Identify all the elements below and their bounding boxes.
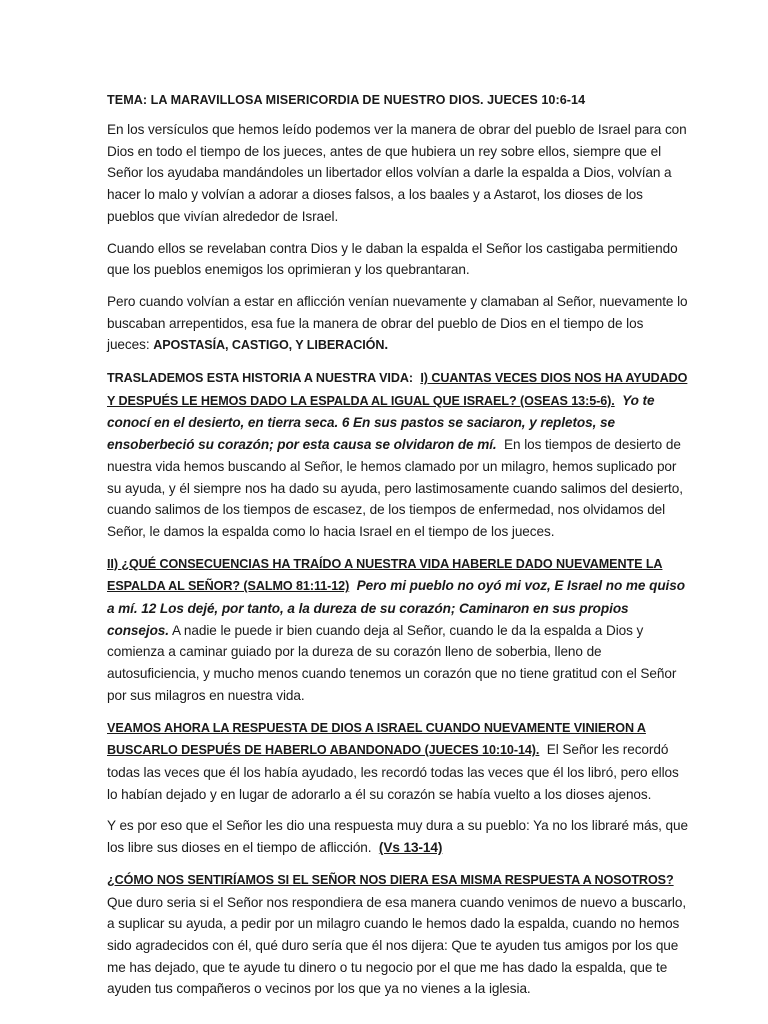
paragraph-6 [107, 717, 688, 806]
paragraph-7-reference: (Vs 13-14) [378, 840, 443, 856]
section-2-heading: II) ¿QUÉ CONSECUENCIAS HA TRAÍDO A NUESTRA VIDA HABERLE DADO NUEVAMENTE LA ESPALDA AL SEÑOR? (SALMO 81:11-12) [107, 556, 663, 594]
section-1-heading: I) CUANTAS VECES DIOS NOS HA AYUDADO Y DESPUÉS LE HEMOS DADO LA ESPALDA AL IGUAL QUE ISRAEL? (OSEAS 13:5-6). [107, 371, 688, 408]
section-3-text: El Señor les recordó todas las veces que él los había ayudado, les recordó todas las veces que él los libró, pero ellos lo habían dejado y en lugar de adorarlo a él su corazón se había vuelto a los dioses ajenos. [107, 742, 679, 802]
paragraph-3-text: Pero cuando volvían a estar en aflicción venían nuevamente y clamaban al Señor, nuevamente lo buscaban arrepentidos, esa fue la manera de obrar del pueblo de Dios en el tiempo de los jueces: [107, 293, 688, 353]
section-1-text: En los tiempos de desierto de nuestra vida hemos buscando al Señor, le hemos clamado por un milagro, hemos suplicado por su ayuda, y él siempre nos ha dado su ayuda, pero lastimosamente cuando salimos del desierto, cuando salimos de los tiempos de escasez, de los tiempos de enfermedad, nos olvidamos del Señor, le damos la espalda como lo hacia Israel en el tiempo de los jueces. [107, 437, 683, 539]
paragraph-5 [107, 553, 688, 707]
section-1-quote: Yo te conocí en el desierto, en tierra seca. 6 En sus pastos se saciaron, y repletos, se ensoberbeció su corazón; por esta causa se olvidaron de mí. [107, 392, 655, 453]
paragraph-4 [107, 367, 688, 543]
section-2-text: A nadie le puede ir bien cuando deja al Señor, cuando le da la espalda a Dios y comienza a caminar guiado por la dureza de su corazón lleno de soberbia, lleno de autosuficiencia, y mucho menos cuando tenemos un corazón que no tiene gratitud con el Señor por sus milagros en nuestra vida. [107, 622, 677, 703]
paragraph-3-end: . [384, 337, 389, 353]
paragraph-7 [107, 815, 688, 858]
paragraph-7-text: Y es por eso que el Señor les dio una respuesta muy dura a su pueblo: Ya no los libraré más, que los libre sus dioses en el tiempo de aflicción. [107, 818, 688, 856]
paragraph-2-text: Cuando ellos se revelaban contra Dios y le daban la espalda el Señor los castigaba permitiendo que los pueblos enemigos los oprimieran y los quebrantaran. [107, 240, 678, 278]
paragraph-2 [107, 238, 688, 281]
paragraph-8 [107, 869, 688, 1000]
section-2-quote: Pero mi pueblo no oyó mi voz, E Israel no me quiso a mí. 12 Los dejé, por tanto, a la dureza de su corazón; Caminaron en sus propios consejos. [107, 578, 685, 638]
section-4-heading: ¿CÓMO NOS SENTIRÍAMOS SI EL SEÑOR NOS DIERA ESA MISMA RESPUESTA A NOSOTROS? [107, 872, 674, 887]
paragraph-1-text: En los versículos que hemos leído podemos ver la manera de obrar del pueblo de Israel para con Dios en todo el tiempo de los jueces, antes de que hubiera un rey sobre ellos, siempre que el Señor los ayudaba mandándoles un libertador ellos volvían a darle la espalda a Dios, volvían a hacer lo malo y volvían a adorar a dioses falsos, a los baales y a Astarot, los dioses de los pueblos que vivían alrededor de Israel. [107, 122, 687, 224]
paragraph-1 [107, 119, 688, 228]
section-4-text: Que duro seria si el Señor nos respondiera de esa manera cuando venimos de nuevo a buscarlo, a suplicar su ayuda, a pedir por un milagro cuando le hemos dado la espalda, cuando no hemos sido agradecidos con él, qué duro sería que él nos dijera: Que te ayuden tus amigos por los que me has dejado, que te ayude tu dinero o tu negocio por el que me has dado la espalda, que te ayuden tus compañeros o vecinos por los que ya no vienes a la iglesia. [107, 894, 687, 997]
section-lead: TRASLADEMOS ESTA HISTORIA A NUESTRA VIDA: [107, 371, 413, 386]
document-title: TEMA: LA MARAVILLOSA MISERICORDIA DE NUESTRO DIOS. JUECES 10:6-14 [107, 93, 586, 107]
paragraph-3 [107, 291, 688, 357]
paragraph-3-bold: APOSTASÍA, CASTIGO, Y LIBERACIÓN [153, 338, 385, 353]
section-3-heading: VEAMOS AHORA LA RESPUESTA DE DIOS A ISRAEL CUANDO NUEVAMENTE VINIERON A BUSCARLO DESPUÉS DE HABERLO ABANDONADO (JUECES 10:10-14). [107, 720, 646, 758]
